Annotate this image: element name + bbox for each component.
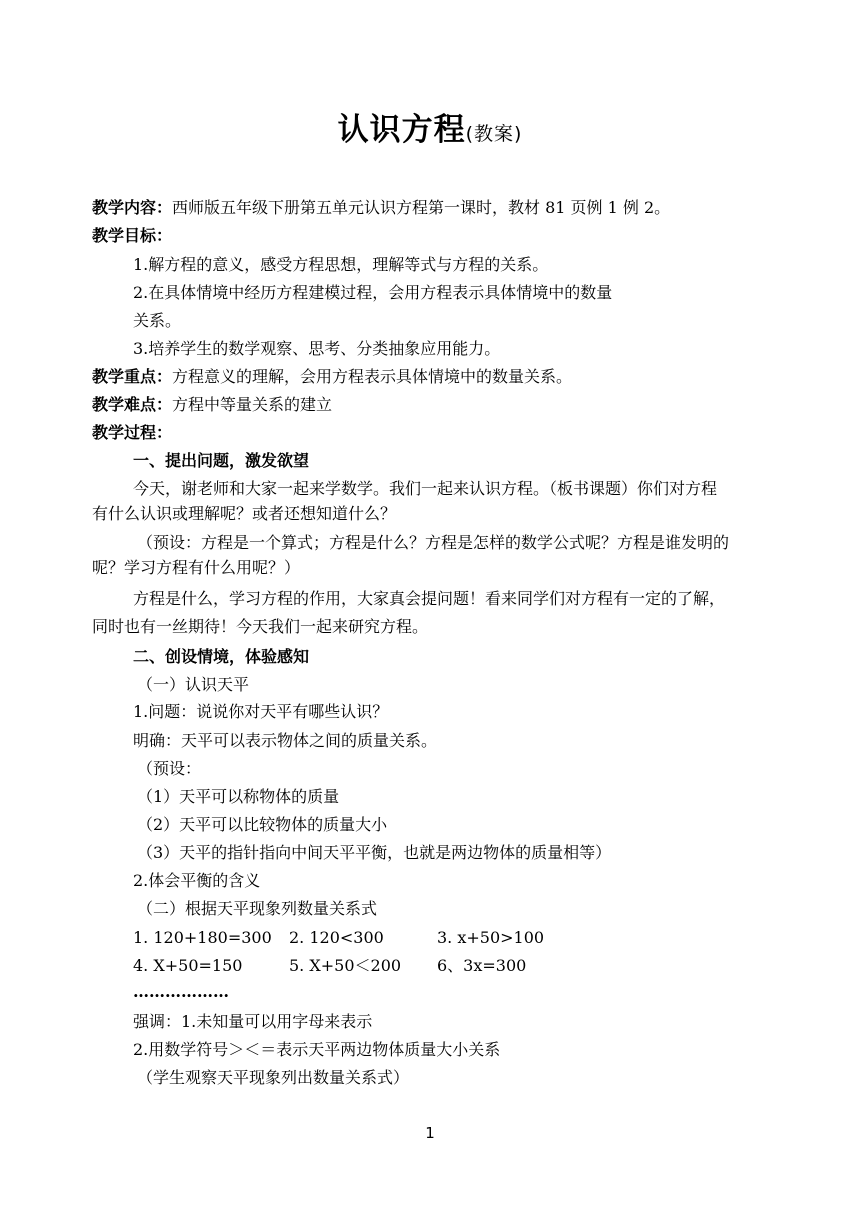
ellipsis-line: ……………… (133, 982, 229, 1001)
paragraph-line: （预设：方程是一个算式；方程是什么？方程是怎样的数学公式呢？方程是谁发明的 (137, 533, 730, 552)
section1-heading: 一、提出问题，激发欲望 (133, 451, 310, 470)
section2-heading: 二、创设情境，体验感知 (133, 647, 310, 666)
paragraph-line: 今天，谢老师和大家一起来学数学。我们一起来认识方程。（板书课题）你们对方程 (133, 479, 718, 498)
preset-line: （预设： (137, 759, 202, 778)
difficulty-label: 教学难点： (92, 395, 173, 414)
note-line: （学生观察天平现象列出数量关系式） (137, 1068, 410, 1087)
objective-item: 2.在具体情境中经历方程建模过程，会用方程表示具体情境中的数量 (133, 283, 613, 302)
paragraph-line: 同时也有一丝期待！今天我们一起来研究方程。 (92, 617, 429, 636)
formula-item: 3. x+50>100 (437, 928, 545, 947)
clarify-line: 明确：天平可以表示物体之间的质量关系。 (133, 731, 438, 750)
difficulty-row (92, 394, 782, 416)
process-label: 教学过程： (92, 423, 173, 442)
title-sub: (教案) (465, 123, 523, 145)
content-label: 教学内容： (92, 198, 173, 217)
preset-line: （3）天平的指针指向中间天平平衡，也就是两边物体的质量相等） (137, 843, 612, 862)
content-text: 西师版五年级下册第五单元认识方程第一课时，教材 81 页例 1 例 2。 (172, 198, 671, 217)
key-point-row (92, 366, 782, 388)
difficulty-text: 方程中等量关系的建立 (172, 395, 333, 414)
subsection-heading: （二）根据天平现象列数量关系式 (137, 899, 378, 918)
page-number: 1 (425, 1124, 435, 1142)
title-main: 认识方程 (337, 112, 466, 148)
formula-item: 1. 120+180=300 (133, 928, 272, 947)
content-row (92, 197, 782, 219)
paragraph-line: 方程是什么，学习方程的作用，大家真会提问题！看来同学们对方程有一定的了解， (133, 589, 726, 608)
key-point-label: 教学重点： (92, 367, 173, 386)
page-title (0, 108, 860, 156)
objectives-label: 教学目标： (92, 226, 173, 245)
emphasis-line: 强调：1.未知量可以用字母来表示 (133, 1012, 373, 1031)
question-line: 1.问题：说说你对天平有哪些认识？ (133, 702, 389, 721)
objective-item: 1.解方程的意义，感受方程思想，理解等式与方程的关系。 (133, 255, 549, 274)
objective-item: 关系。 (133, 311, 182, 330)
formula-item: 5. X+50＜200 (289, 956, 402, 975)
preset-line: （1）天平可以称物体的质量 (137, 787, 340, 806)
objective-item: 3.培养学生的数学观察、思考、分类抽象应用能力。 (133, 339, 501, 358)
question-line: 2.体会平衡的含义 (133, 871, 261, 890)
key-point-text: 方程意义的理解，会用方程表示具体情境中的数量关系。 (172, 367, 573, 386)
emphasis-line: 2.用数学符号＞＜＝表示天平两边物体质量大小关系 (133, 1040, 501, 1059)
formula-item: 2. 120<300 (289, 928, 384, 947)
paragraph-line: 呢？学习方程有什么用呢？） (92, 558, 301, 577)
preset-line: （2）天平可以比较物体的质量大小 (137, 815, 388, 834)
formula-item: 4. X+50=150 (133, 956, 243, 975)
subsection-heading: （一）认识天平 (137, 675, 250, 694)
paragraph-line: 有什么认识或理解呢？或者还想知道什么？ (92, 504, 397, 523)
formula-item: 6、3x=300 (437, 956, 527, 975)
